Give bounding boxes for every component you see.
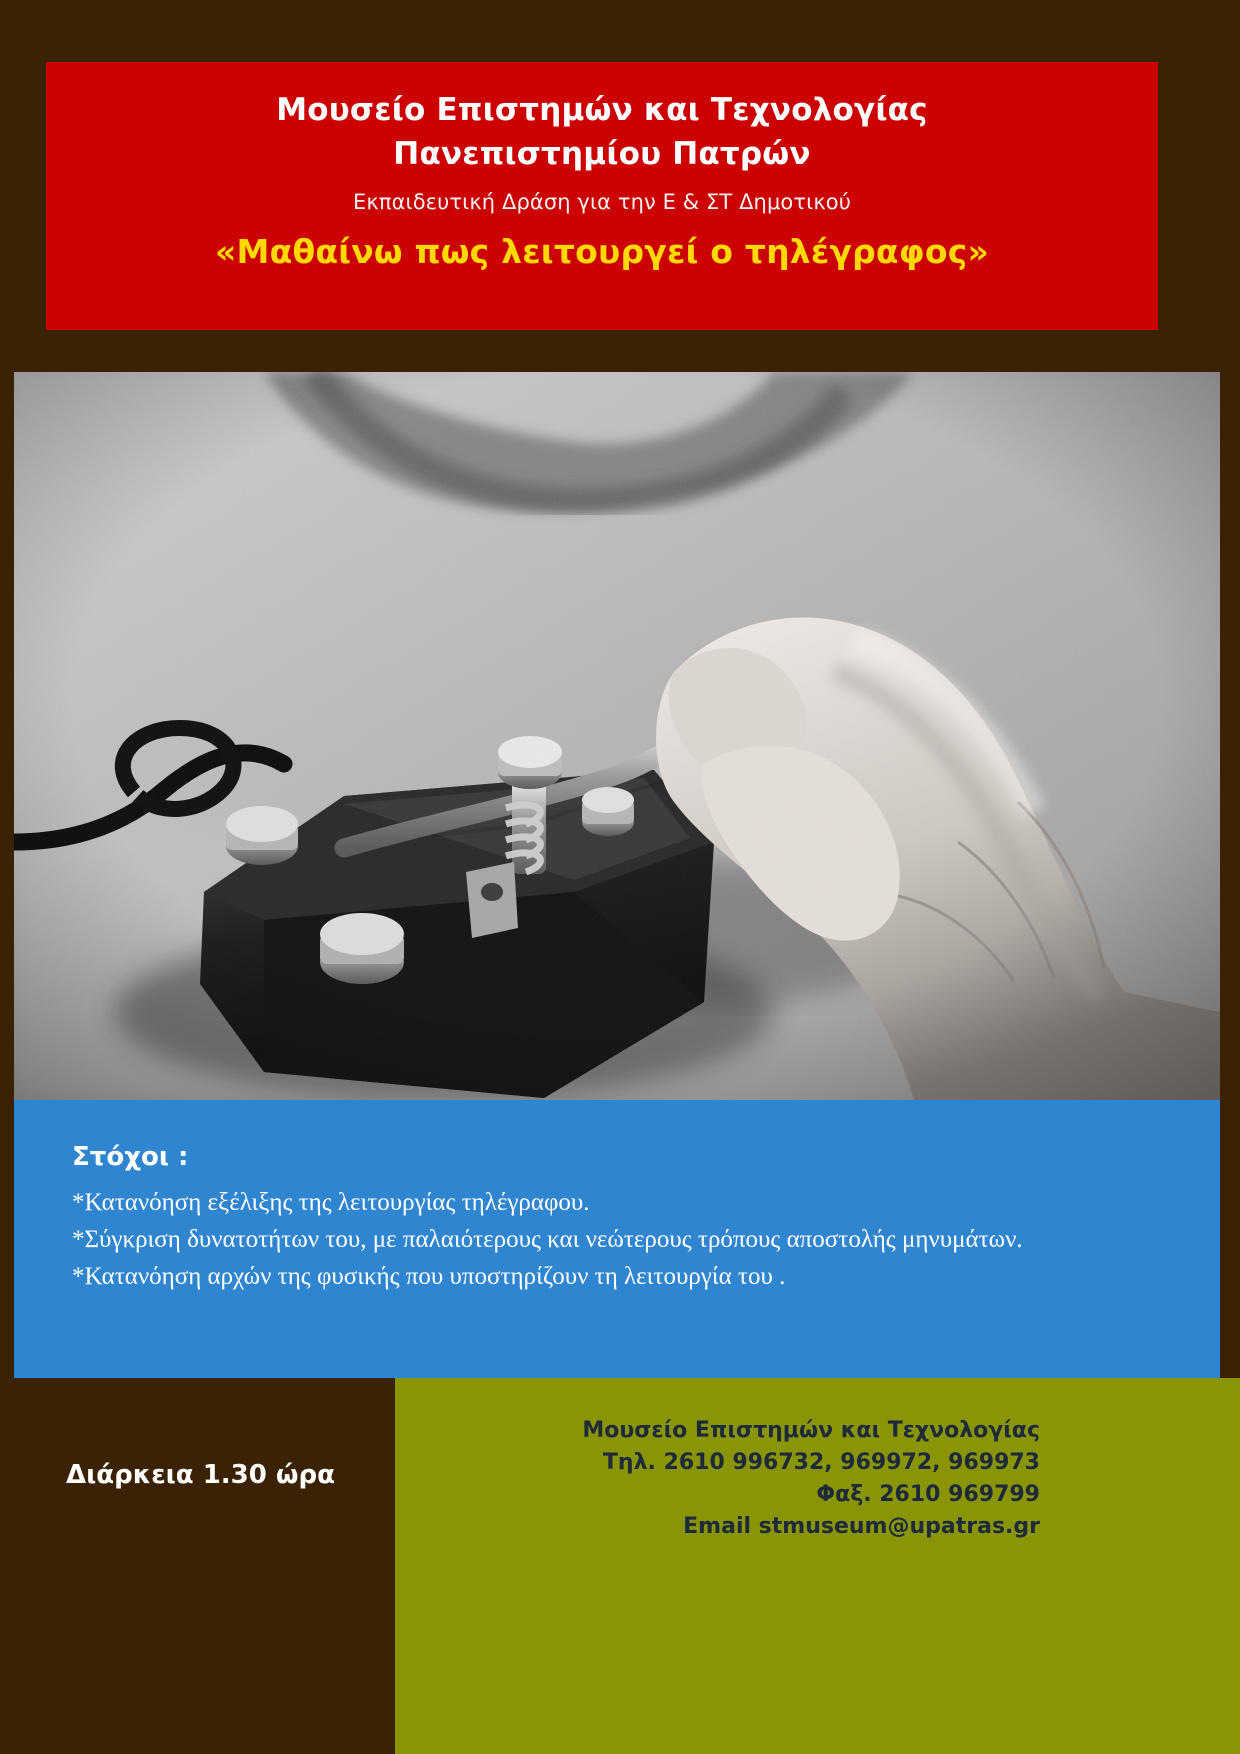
contact-email: Email stmuseum@upatras.gr <box>683 1513 1040 1539</box>
objective-item-3: *Κατανόηση αρχών της φυσικής που υποστηρίζουν τη λειτουργία του . <box>72 1263 786 1290</box>
duration-label: Διάρκεια 1.30 ώρα <box>66 1460 335 1490</box>
contact-organization: Μουσείο Επιστημών και Τεχνολογίας <box>582 1418 1040 1443</box>
header-quote: «Μαθαίνω πως λειτουργεί ο τηλέγραφος» <box>215 232 989 272</box>
header-title-line2: Πανεπιστημίου Πατρών <box>393 136 811 173</box>
objectives-content <box>72 1142 1152 1295</box>
telegraph-photo <box>14 372 1220 1100</box>
objective-item-1: *Κατανόηση εξέλιξης της λειτουργίας τηλέγραφου. <box>72 1189 590 1216</box>
header-subtitle: Εκπαιδευτική Δράση για την Ε & ΣΤ Δημοτικού <box>352 190 851 215</box>
objectives-heading: Στόχοι : <box>72 1142 189 1172</box>
footer-left-block <box>0 1378 395 1754</box>
telegraph-key-illustration <box>14 372 1220 1100</box>
objectives-panel <box>14 1100 1220 1378</box>
header-title-line1: Μουσείο Επιστημών και Τεχνολογίας <box>276 92 928 128</box>
contact-block <box>582 1415 1040 1543</box>
header-band <box>46 62 1158 330</box>
objective-item-2: *Σύγκριση δυνατοτήτων του, με παλαιότερους και νεώτερους τρόπους αποστολής μηνυμάτων. <box>72 1226 1023 1253</box>
contact-fax: Φαξ. 2610 969799 <box>816 1481 1040 1507</box>
contact-phone: Τηλ. 2610 996732, 969972, 969973 <box>602 1449 1040 1475</box>
